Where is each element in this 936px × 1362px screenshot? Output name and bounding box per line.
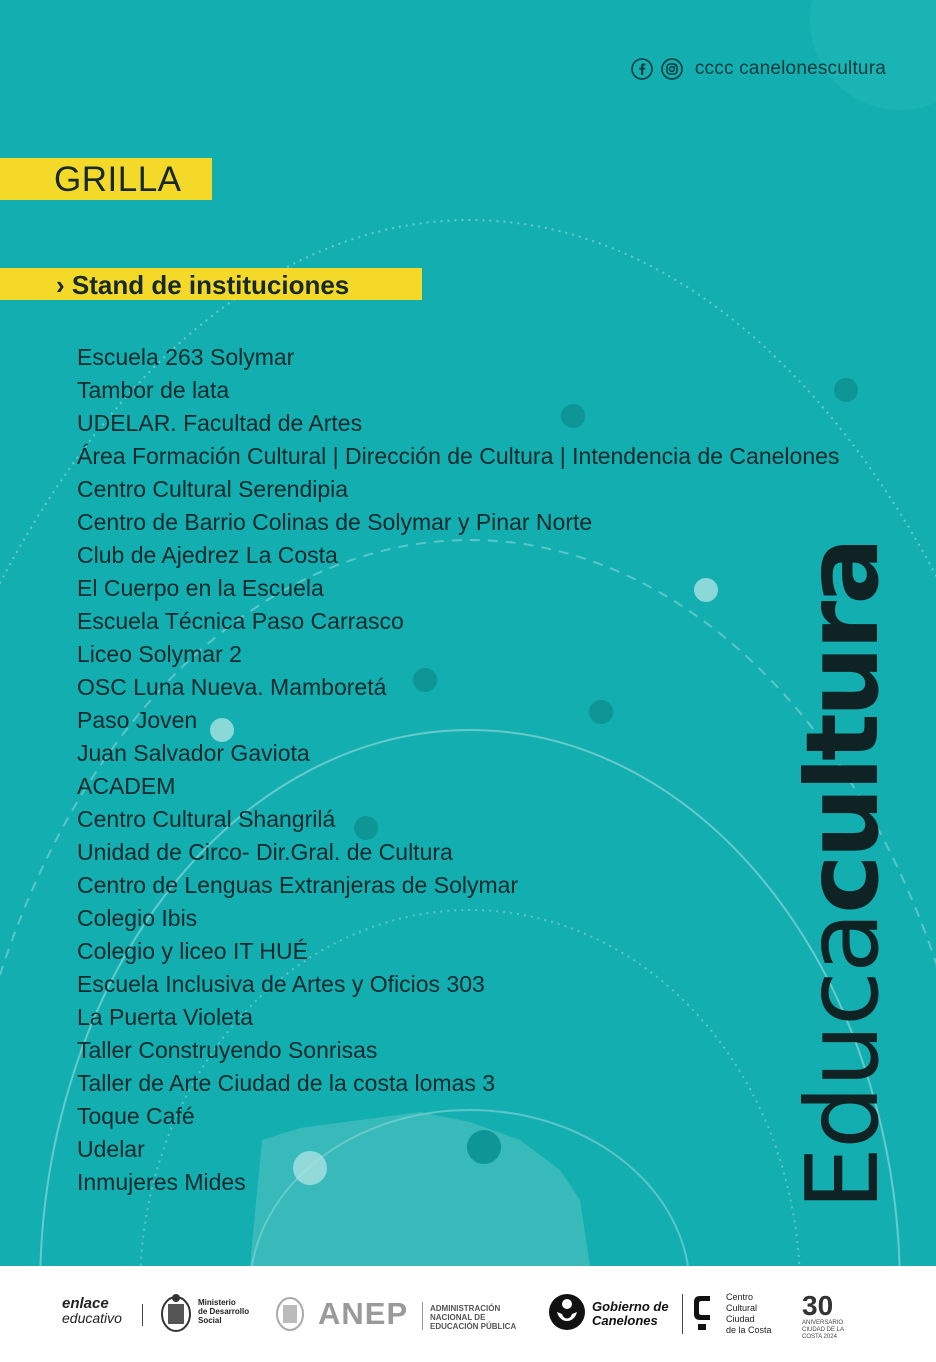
anep-word: ANEP <box>318 1296 409 1331</box>
list-item: La Puerta Violeta <box>77 1004 254 1030</box>
anep-logo <box>272 1294 517 1339</box>
coat-of-arms-icon <box>158 1292 194 1334</box>
mides-text: Ministerio de Desarrollo Social <box>198 1298 250 1325</box>
centro-cultural-logo <box>690 1290 772 1339</box>
aniversario-logo <box>802 1292 862 1341</box>
aniversario-number: 30 <box>802 1290 834 1321</box>
list-item: Paso Joven <box>77 707 198 733</box>
list-item: Área Formación Cultural | Dirección de Cultura | Intendencia de Canelones <box>77 443 840 469</box>
divider <box>422 1302 423 1330</box>
grilla-banner <box>0 158 212 200</box>
section-title: › Stand de instituciones <box>56 270 350 300</box>
list-item: Centro Cultural Serendipia <box>77 476 349 502</box>
centro-cultural-text: Centro Cultural Ciudad de la Costa <box>726 1292 772 1335</box>
anep-emblem-icon <box>272 1294 308 1334</box>
list-item: Inmujeres Mides <box>77 1169 246 1195</box>
canelones-emblem-icon <box>548 1290 586 1334</box>
gobierno-text: Gobierno de Canelones <box>592 1299 669 1328</box>
list-item: Centro Cultural Shangrilá <box>77 806 336 832</box>
brand-bold: cultura <box>784 541 901 914</box>
gobierno-canelones-logo <box>548 1290 669 1339</box>
mides-logo <box>158 1292 250 1339</box>
sponsor-footer <box>0 1266 936 1362</box>
list-item: ACADEM <box>77 773 176 799</box>
list-item: Escuela 263 Solymar <box>77 344 295 370</box>
brand-light: Educa <box>784 913 901 1210</box>
list-item: Centro de Lenguas Extranjeras de Solymar <box>77 872 519 898</box>
list-item: Udelar <box>77 1136 145 1162</box>
divider <box>142 1304 143 1326</box>
list-item: Toque Café <box>77 1103 195 1129</box>
list-item: Centro de Barrio Colinas de Solymar y Pinar Norte <box>77 509 593 535</box>
list-item: Taller Construyendo Sonrisas <box>77 1037 378 1063</box>
institution-list <box>77 341 839 1199</box>
list-item: Escuela Técnica Paso Carrasco <box>77 608 404 634</box>
facebook-icon[interactable] <box>631 58 653 80</box>
social-handle-text: cccc canelonescultura <box>694 58 886 79</box>
divider <box>682 1294 683 1334</box>
list-item: Liceo Solymar 2 <box>77 641 242 667</box>
list-item: El Cuerpo en la Escuela <box>77 575 324 601</box>
enlace-line1: enlace <box>62 1295 109 1312</box>
social-handle <box>631 58 886 80</box>
enlace-educativo-logo <box>62 1296 122 1326</box>
list-item: OSC Luna Nueva. Mamboretá <box>77 674 387 700</box>
instagram-icon[interactable] <box>661 58 683 80</box>
list-item: Club de Ajedrez La Costa <box>77 542 338 568</box>
list-item: Colegio y liceo IT HUÉ <box>77 938 308 964</box>
list-item: Taller de Arte Ciudad de la costa lomas 3 <box>77 1070 496 1096</box>
page-title: GRILLA <box>54 160 182 199</box>
list-item: UDELAR. Facultad de Artes <box>77 410 363 436</box>
centro-cultural-icon <box>690 1290 716 1334</box>
list-item: Colegio Ibis <box>77 905 198 931</box>
list-item: Tambor de lata <box>77 377 230 403</box>
list-item: Escuela Inclusiva de Artes y Oficios 303 <box>77 971 485 997</box>
educacultura-logo <box>784 541 901 1210</box>
list-item: Juan Salvador Gaviota <box>77 740 310 766</box>
enlace-line2: educativo <box>62 1310 122 1326</box>
section-banner <box>0 268 422 300</box>
list-item: Unidad de Circo- Dir.Gral. de Cultura <box>77 839 453 865</box>
anep-subtitle: ADMINISTRACIÓN NACIONAL DE EDUCACIÓN PÚBLICA <box>430 1304 517 1331</box>
aniversario-text: ANIVERSARIO CIUDAD DE LA COSTA 2024 <box>802 1320 844 1340</box>
